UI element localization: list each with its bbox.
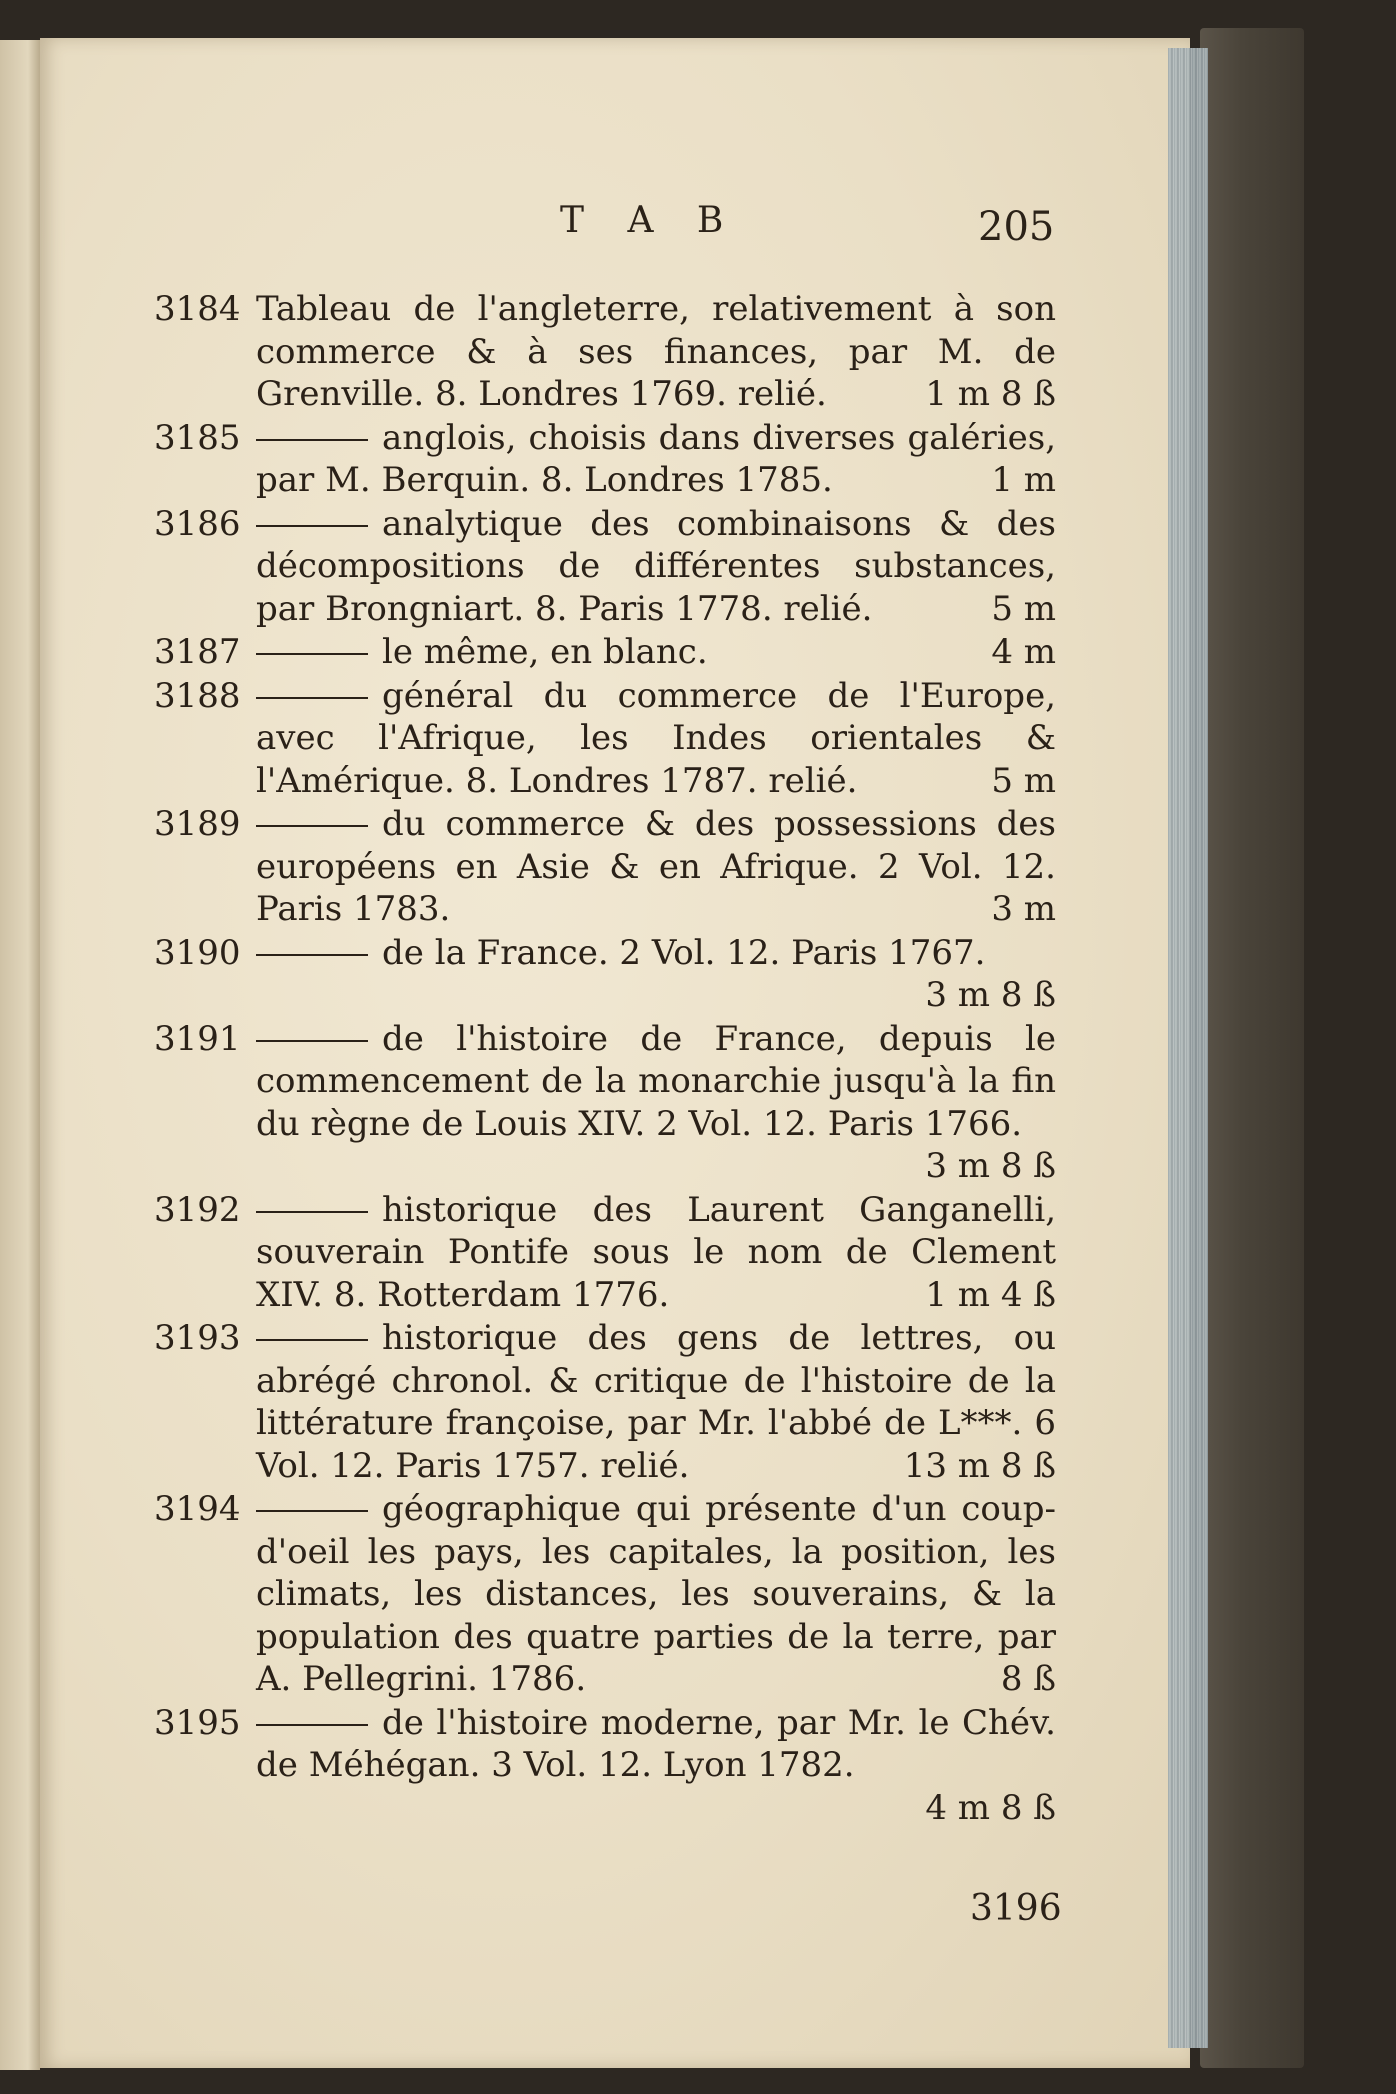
- ditto-dash: [256, 1724, 368, 1726]
- price-line: [256, 1787, 1056, 1830]
- entry-number: 3194: [154, 1489, 241, 1529]
- entry-number: 3187: [154, 632, 241, 672]
- entry-text-block: [256, 1018, 1056, 1188]
- catalogue-entry: [40, 803, 1190, 931]
- entry-price: 3 m: [991, 889, 1056, 929]
- entry-text-block: [256, 288, 1056, 416]
- page-number: 205: [978, 204, 1055, 250]
- page-block-edge: [1168, 48, 1208, 2048]
- entry-number: 3195: [154, 1702, 241, 1743]
- catalogue-entry: [40, 288, 1190, 416]
- entry-description: de l'histoire moderne, par Mr. le Chév. de Méhégan. 3 Vol. 12. Lyon 1782.: [256, 1702, 1056, 1785]
- ditto-dash: [256, 1510, 368, 1512]
- entry-description: de l'histoire de France, depuis le commencement de la monarchie jusqu'à la fin du règne de Louis XIV. 2 Vol. 12. Paris 1766.: [256, 1018, 1056, 1144]
- catalogue-entry: [40, 1702, 1190, 1830]
- entry-price: 4 m: [991, 632, 1056, 672]
- entry-text-block: [256, 1317, 1056, 1487]
- entry-number: 3191: [154, 1018, 241, 1059]
- catalogue-entry: [40, 1488, 1190, 1701]
- entry-price: 1 m 8 ß: [925, 374, 1056, 414]
- catalogue-entry: [40, 417, 1190, 502]
- entry-number: 3185: [154, 417, 241, 458]
- entry-text-block: [256, 1702, 1056, 1830]
- entry-description: Tableau de l'angleterre, relativement à son commerce & à ses finances, par M. de Grenville. 8. Londres 1769. relié.: [256, 289, 1056, 414]
- ditto-dash: [256, 653, 368, 655]
- entry-description: général du commerce de l'Europe, avec l'Afrique, les Indes orientales & l'Amérique. 8. Londres 1787. relié.: [256, 675, 1056, 801]
- entry-description: du commerce & des possessions des européens en Asie & en Afrique. 2 Vol. 12. Paris 1783.: [256, 804, 1056, 929]
- catalogue-entry: [40, 631, 1190, 674]
- ditto-dash: [256, 1211, 368, 1213]
- entry-text-block: [256, 503, 1056, 631]
- entry-text-block: [256, 631, 1056, 674]
- entry-price: 5 m: [991, 760, 1056, 801]
- ditto-dash: [256, 439, 368, 441]
- entry-number: 3193: [154, 1318, 241, 1358]
- entry-description: géographique qui présente d'un coup-d'oeil les pays, les capitales, la position, les climats, les distances, les souverains, & la population des quatre parties de la terre, par A. Pellegrini. 1786.: [256, 1489, 1056, 1699]
- entry-description: historique des Laurent Ganganelli, souverain Pontife sous le nom de Clement XIV. 8. Rotterdam 1776.: [256, 1189, 1056, 1315]
- ditto-dash: [256, 1040, 368, 1042]
- price-line: [256, 974, 1056, 1017]
- catalogue-entry: [40, 1189, 1190, 1317]
- entry-description: historique des gens de lettres, ou abrégé chronol. & critique de l'histoire de la littérature françoise, par Mr. l'abbé de L***. 6 Vol. 12. Paris 1757. relié.: [256, 1318, 1056, 1486]
- entry-number: 3188: [154, 675, 241, 716]
- catchword: 3196: [970, 1888, 1062, 1929]
- catalogue-entry: [40, 675, 1190, 803]
- entry-price: 1 m: [991, 460, 1056, 500]
- entry-number: 3184: [154, 289, 241, 329]
- ditto-dash: [256, 1339, 368, 1341]
- catalogue-entries: [40, 288, 1190, 1830]
- entry-number: 3192: [154, 1189, 241, 1230]
- entry-description: de la France. 2 Vol. 12. Paris 1767.: [382, 932, 986, 973]
- entry-price: 3 m 8 ß: [925, 975, 1056, 1015]
- book-cover-edge: [1200, 28, 1304, 2068]
- ditto-dash: [256, 525, 368, 527]
- section-title: T A B: [560, 200, 740, 241]
- ditto-dash: [256, 697, 368, 699]
- entry-price: 5 m: [991, 588, 1056, 629]
- facing-page-strip: [0, 40, 40, 2070]
- entry-description: analytique des combinaisons & des décompositions de différentes substances, par Brongniart. 8. Paris 1778. relié.: [256, 503, 1056, 629]
- entry-price: 4 m 8 ß: [925, 1787, 1056, 1828]
- ditto-dash: [256, 954, 368, 956]
- entry-price: 13 m 8 ß: [903, 1445, 1056, 1486]
- entry-text-block: [256, 417, 1056, 502]
- catalogue-entry: [40, 503, 1190, 631]
- catalogue-page: [40, 38, 1190, 2068]
- ditto-dash: [256, 825, 368, 827]
- entry-description: anglois, choisis dans diverses galéries, par M. Berquin. 8. Londres 1785.: [256, 417, 1056, 500]
- entry-price: 3 m 8 ß: [925, 1146, 1056, 1186]
- catalogue-entry: [40, 932, 1190, 1017]
- entry-text-block: [256, 1189, 1056, 1317]
- entry-text-block: [256, 1488, 1056, 1701]
- price-line: [256, 1145, 1056, 1188]
- entry-number: 3186: [154, 503, 241, 544]
- entry-number: 3190: [154, 932, 241, 973]
- entry-price: 8 ß: [1000, 1659, 1056, 1699]
- entry-text-block: [256, 932, 1056, 1017]
- entry-text-block: [256, 803, 1056, 931]
- entry-text-block: [256, 675, 1056, 803]
- catalogue-entry: [40, 1018, 1190, 1188]
- running-head: [40, 200, 1190, 260]
- entry-description: le même, en blanc.: [382, 632, 708, 672]
- entry-price: 1 m 4 ß: [925, 1274, 1056, 1315]
- entry-number: 3189: [154, 804, 241, 844]
- catalogue-entry: [40, 1317, 1190, 1487]
